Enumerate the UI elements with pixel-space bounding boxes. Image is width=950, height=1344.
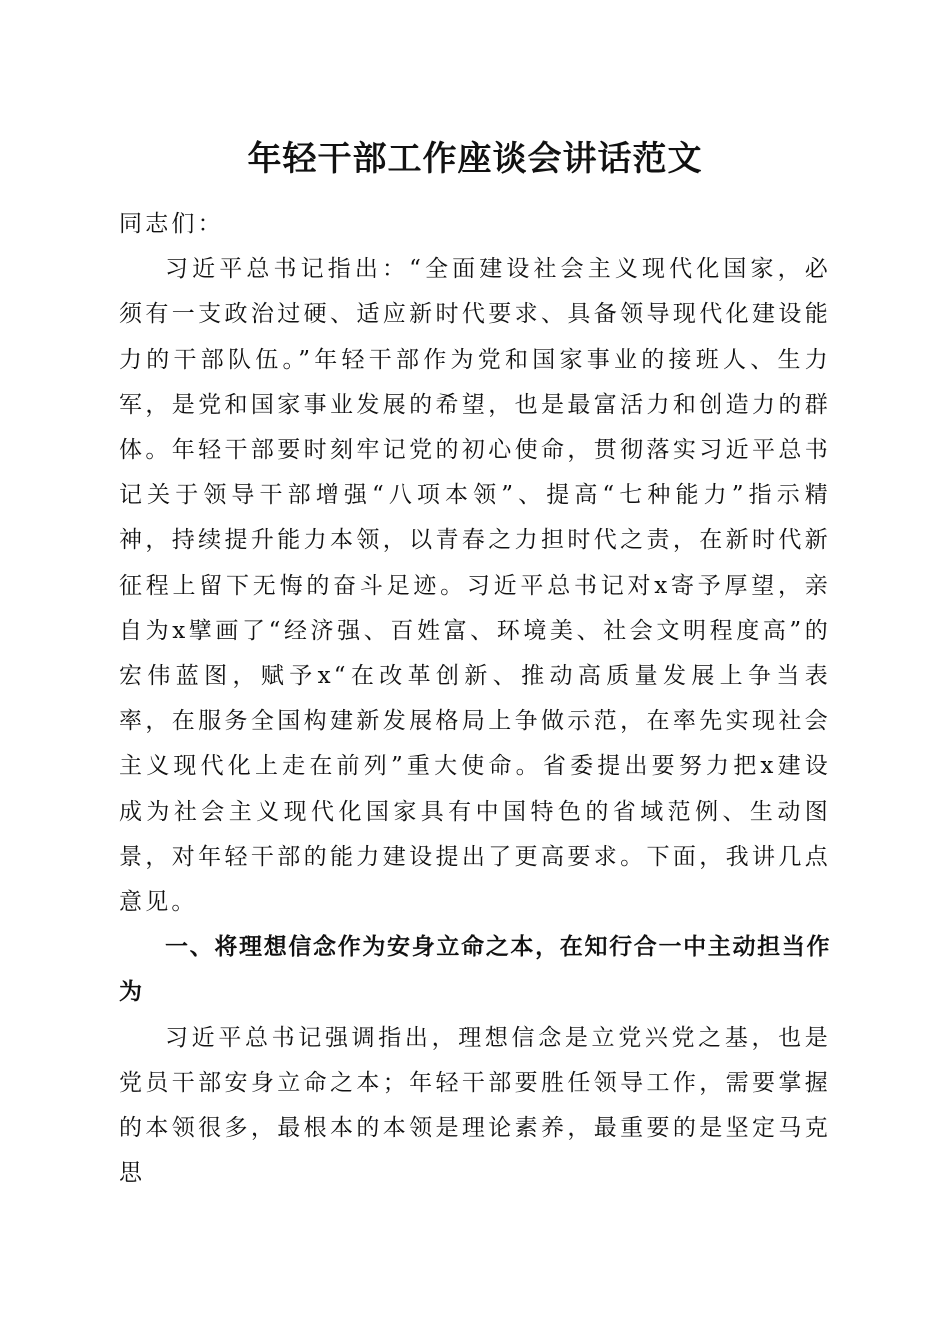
document-body bbox=[119, 202, 831, 1196]
document-title: 年轻干部工作座谈会讲话范文 bbox=[247, 139, 703, 179]
paragraph-intro: 习近平总书记指出：“全面建设社会主义现代化国家，必须有一支政治过硬、适应新时代要求、具备领导现代化建设能力的干部队伍。”年轻干部作为党和国家事业的接班人、生力军，是党和国家事业发展的希望，也是最富活力和创造力的群体。年轻干部要时刻牢记党的初心使命，贯彻落实习近平总书记关于领导干部增强“八项本领”、提高“七种能力”指示精神，持续提升能力本领，以青春之力担时代之责，在新时代新征程上留下无悔的奋斗足迹。习近平总书记对x寄予厚望，亲自为x擘画了“经济强、百姓富、环境美、社会文明程度高”的宏伟蓝图，赋予x“在改革创新、推动高质量发展上争当表率，在服务全国构建新发展格局上争做示范，在率先实现社会主义现代化上走在前列”重大使命。省委提出要努力把x建设成为社会主义现代化国家具有中国特色的省域范例、生动图景，对年轻干部的能力建设提出了更高要求。下面，我讲几点意见。 bbox=[119, 256, 831, 916]
salutation: 同志们： bbox=[119, 211, 224, 237]
section-heading-1: 一、将理想信念作为安身立命之本，在知行合一中主动担当作为 bbox=[119, 934, 831, 1006]
paragraph-section-1: 习近平总书记强调指出，理想信念是立党兴党之基，也是党员干部安身立命之本；年轻干部要胜任领导工作，需要掌握的本领很多，最根本的本领是理论素养，最重要的是坚定马克思 bbox=[119, 1024, 831, 1187]
